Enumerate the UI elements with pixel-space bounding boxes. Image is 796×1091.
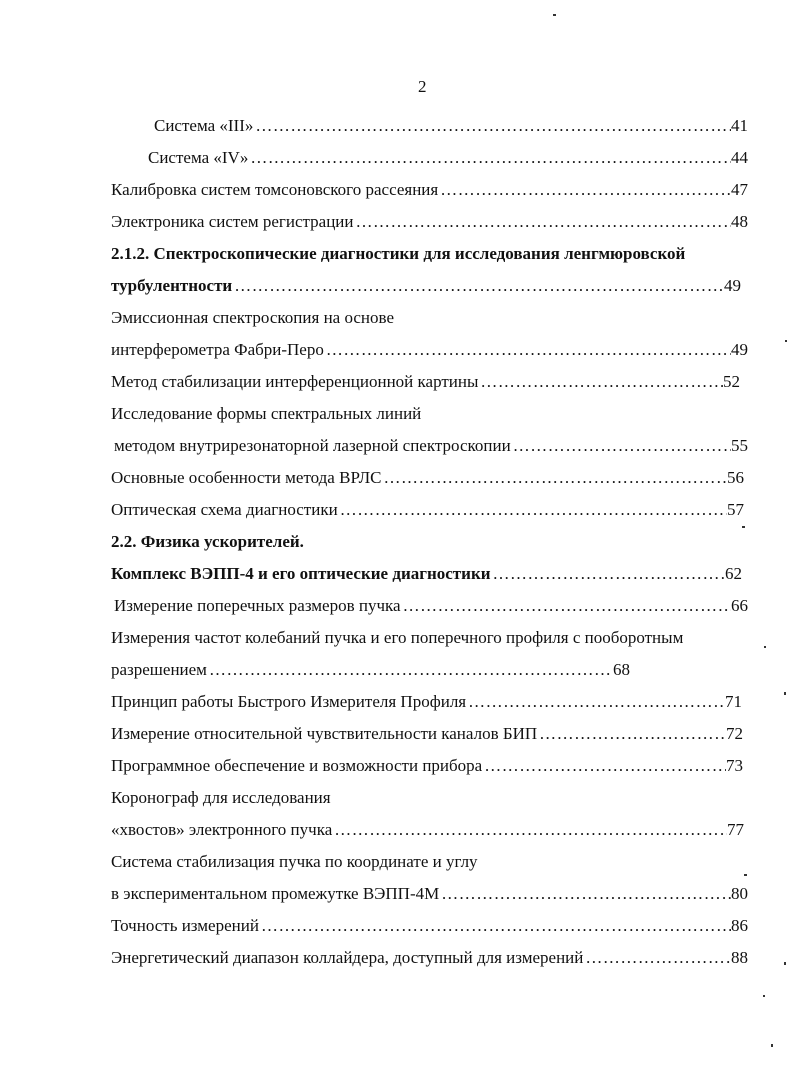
dot-leader [384, 466, 728, 490]
dot-leader [493, 562, 725, 586]
toc-entry-title: методом внутрирезонаторной лазерной спектроскопии [114, 436, 511, 455]
toc-entry-title: «хвостов» электронного пучка [111, 820, 333, 839]
toc-entry-page: 52 [723, 372, 740, 391]
toc-entry [111, 274, 741, 298]
dot-leader [234, 274, 724, 298]
toc-line [111, 306, 394, 330]
dot-leader [585, 946, 731, 970]
toc-entry-page: 48 [731, 212, 748, 231]
toc-entry-title: Комплекс ВЭПП-4 и его оптические диагностики [111, 564, 491, 583]
toc-entry-title: Система «IV» [148, 148, 249, 167]
toc-entry-title: Измерение относительной чувствительности каналов БИП [111, 724, 538, 743]
scan-speck [742, 526, 745, 528]
toc-entry-title: Система стабилизация пучка по координате и углу [111, 852, 478, 871]
dot-leader [513, 434, 731, 458]
toc-entry-page: 88 [731, 948, 748, 967]
toc-entry-page: 62 [725, 564, 742, 583]
toc-entry-page: 55 [731, 436, 748, 455]
toc-entry-title: Эмиссионная спектроскопия на основе [111, 308, 394, 327]
dot-leader [484, 754, 726, 778]
toc-entry-title: Основные особенности метода ВРЛС [111, 468, 382, 487]
toc-entry-title: Энергетический диапазон коллайдера, доступный для измерений [111, 948, 584, 967]
toc-entry [111, 466, 744, 490]
toc-entry [111, 178, 748, 202]
toc-entry-title: Точность измерений [111, 916, 259, 935]
toc-entry-page: 72 [726, 724, 743, 743]
toc-entry-title: Измерение поперечных размеров пучка [114, 596, 401, 615]
toc-line [111, 786, 331, 810]
scan-speck [784, 962, 786, 965]
toc-entry-title: интерферометра Фабри-Перо [111, 340, 324, 359]
dot-leader [340, 498, 727, 522]
dot-leader [250, 146, 731, 170]
toc-entry [111, 754, 743, 778]
toc-entry-title: в экспериментальном промежутке ВЭПП-4М [111, 884, 440, 903]
toc-entry-page: 49 [731, 340, 748, 359]
dot-leader [255, 114, 731, 138]
toc-line [111, 850, 478, 874]
toc-entry-title: 2.2. Физика ускорителей. [111, 532, 304, 551]
toc-entry [111, 914, 748, 938]
dot-leader [480, 370, 723, 394]
toc-entry-page: 66 [731, 596, 748, 615]
toc-entry-page: 56 [727, 468, 744, 487]
toc-entry-title: Программное обеспечение и возможности прибора [111, 756, 483, 775]
scan-speck [784, 692, 786, 695]
toc-entry-title: Калибровка систем томсоновского рассеяния [111, 180, 439, 199]
toc-entry [148, 146, 748, 170]
toc-entry-title: 2.1.2. Спектроскопические диагностики для исследования ленгмюровской [111, 244, 686, 263]
dot-leader [403, 594, 731, 618]
toc-entry-title: Принцип работы Быстрого Измерителя Профиля [111, 692, 467, 711]
scan-speck [771, 1044, 773, 1047]
toc-entry-page: 86 [731, 916, 748, 935]
toc-entry-title: Исследование формы спектральных линий [111, 404, 422, 423]
toc-entry-page: 73 [726, 756, 743, 775]
toc-entry [111, 370, 740, 394]
toc-entry [111, 818, 744, 842]
page-number: 2 [418, 77, 427, 96]
toc-entry-page: 68 [613, 660, 630, 679]
dot-leader [539, 722, 726, 746]
toc-entry-title: Система «III» [154, 116, 254, 135]
toc-entry-title: Метод стабилизации интерференционной картины [111, 372, 479, 391]
toc-entry [111, 722, 743, 746]
toc-entry-page: 80 [731, 884, 748, 903]
scan-speck [785, 340, 787, 342]
toc-entry [154, 114, 748, 138]
toc-entry [111, 658, 630, 682]
toc-entry-title: Измерения частот колебаний пучка и его поперечного профиля с пооборотным [111, 628, 684, 647]
toc-entry-title: турбулентности [111, 276, 233, 295]
scan-speck [553, 14, 556, 16]
dot-leader [209, 658, 613, 682]
toc-line [111, 626, 683, 650]
scan-speck [744, 874, 747, 876]
toc-entry [111, 690, 742, 714]
toc-entry-page: 44 [731, 148, 748, 167]
toc-entry [111, 498, 744, 522]
toc-entry [114, 434, 748, 458]
toc-entry-page: 47 [731, 180, 748, 199]
toc-entry-page: 71 [725, 692, 742, 711]
scan-speck [763, 995, 765, 997]
scan-speck [764, 646, 766, 648]
toc-entry [111, 338, 748, 362]
toc-entry [111, 210, 748, 234]
dot-leader [440, 178, 731, 202]
toc-entry-page: 49 [724, 276, 741, 295]
dot-leader [326, 338, 731, 362]
dot-leader [261, 914, 731, 938]
toc-section-heading [111, 530, 304, 554]
toc-entry-page: 41 [731, 116, 748, 135]
toc-entry-title: разрешением [111, 660, 207, 679]
toc-entry [114, 594, 748, 618]
toc-section-heading [111, 242, 685, 266]
toc-entry-title: Коронограф для исследования [111, 788, 331, 807]
dot-leader [468, 690, 725, 714]
dot-leader [441, 882, 731, 906]
toc-entry [111, 946, 748, 970]
toc-entry-title: Электроника систем регистрации [111, 212, 354, 231]
toc-entry [111, 562, 742, 586]
dot-leader [356, 210, 732, 234]
toc-entry-page: 57 [727, 500, 744, 519]
toc-line [111, 402, 421, 426]
toc-entry [111, 882, 748, 906]
dot-leader [334, 818, 727, 842]
toc-entry-title: Оптическая схема диагностики [111, 500, 338, 519]
toc-entry-page: 77 [727, 820, 744, 839]
